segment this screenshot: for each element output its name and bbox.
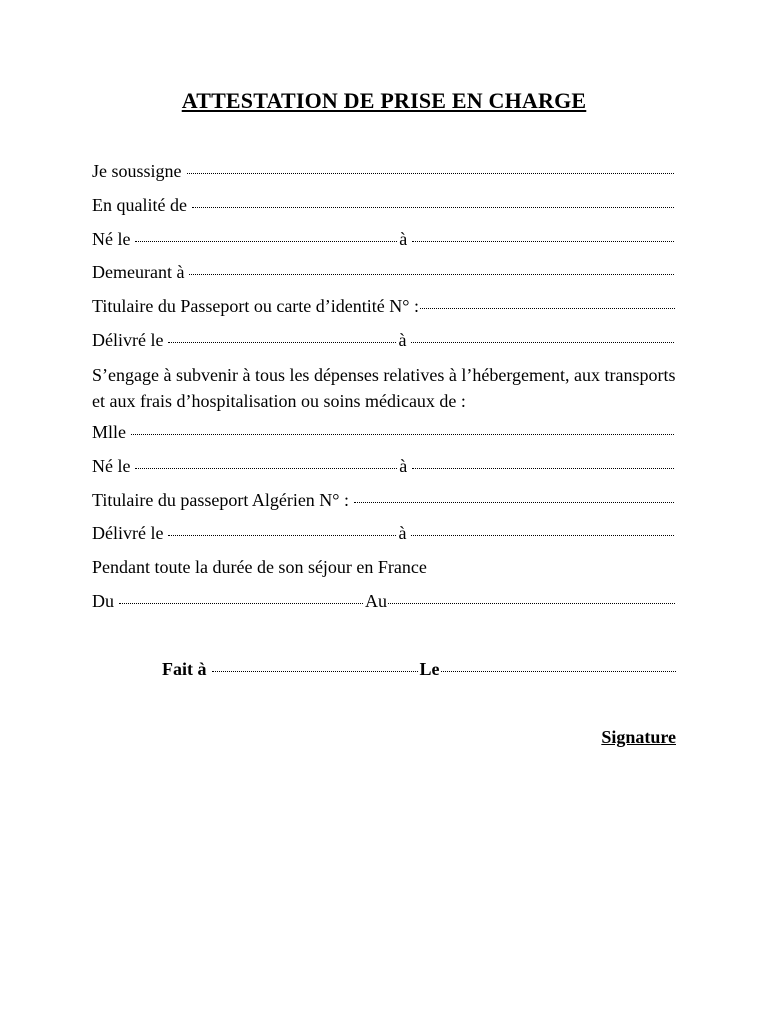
label-ne-le-2: Né le	[92, 456, 131, 476]
blank-lieu-4[interactable]	[411, 535, 674, 536]
label-titulaire-2: Titulaire du passeport Algérien N° :	[92, 490, 350, 510]
blank-ne-le-1[interactable]	[135, 241, 397, 242]
line-fait-a	[162, 659, 677, 680]
blank-delivre-2[interactable]	[168, 535, 396, 536]
label-sejour: Pendant toute la durée de son séjour en France	[92, 557, 427, 577]
label-au: Au	[365, 591, 387, 611]
label-a-1: à	[399, 229, 408, 249]
line-ne-le-1	[92, 229, 676, 250]
line-delivre-2	[92, 523, 676, 544]
blank-lieu-1[interactable]	[412, 241, 674, 242]
label-delivre-1: Délivré le	[92, 330, 164, 350]
label-a-4: à	[398, 523, 407, 543]
label-a-2: à	[398, 330, 407, 350]
label-le: Le	[419, 659, 440, 679]
label-delivre-2: Délivré le	[92, 523, 164, 543]
blank-titulaire-2[interactable]	[354, 502, 674, 503]
blank-au[interactable]	[388, 603, 675, 604]
line-soussigne	[92, 161, 676, 182]
blank-fait-a[interactable]	[212, 671, 418, 672]
label-a-3: à	[399, 456, 408, 476]
line-mlle	[92, 422, 676, 443]
label-demeurant: Demeurant à	[92, 262, 185, 282]
line-qualite	[92, 195, 676, 216]
line-delivre-1	[92, 330, 676, 351]
blank-qualite[interactable]	[192, 207, 674, 208]
label-ne-le-1: Né le	[92, 229, 131, 249]
blank-titulaire-1[interactable]	[420, 308, 675, 309]
blank-delivre-1[interactable]	[168, 342, 396, 343]
blank-mlle[interactable]	[131, 434, 674, 435]
label-du: Du	[92, 591, 114, 611]
blank-du[interactable]	[119, 603, 363, 604]
label-soussigne: Je soussigne	[92, 161, 182, 181]
signature-label: Signature	[601, 727, 676, 747]
line-du-au	[92, 591, 676, 612]
blank-demeurant[interactable]	[189, 274, 674, 275]
line-ne-le-2	[92, 456, 676, 477]
blank-lieu-3[interactable]	[412, 468, 674, 469]
blank-le[interactable]	[441, 671, 677, 672]
line-demeurant	[92, 262, 676, 283]
label-titulaire-1: Titulaire du Passeport ou carte d’identité N° :	[92, 296, 419, 316]
label-fait-a: Fait à	[162, 659, 207, 679]
blank-ne-le-2[interactable]	[135, 468, 397, 469]
document-title: ATTESTATION DE PRISE EN CHARGE	[181, 88, 587, 113]
engagement-text: S’engage à subvenir à tous les dépenses relatives à l’hébergement, aux transports et aux frais d’hospitalisation ou soins médicaux de :	[92, 365, 676, 411]
line-titulaire-1	[92, 296, 676, 317]
line-sejour	[92, 557, 676, 578]
label-mlle: Mlle	[92, 422, 126, 442]
label-qualite: En qualité de	[92, 195, 187, 215]
blank-soussigne[interactable]	[187, 173, 675, 174]
blank-lieu-2[interactable]	[411, 342, 674, 343]
line-titulaire-2	[92, 490, 676, 511]
